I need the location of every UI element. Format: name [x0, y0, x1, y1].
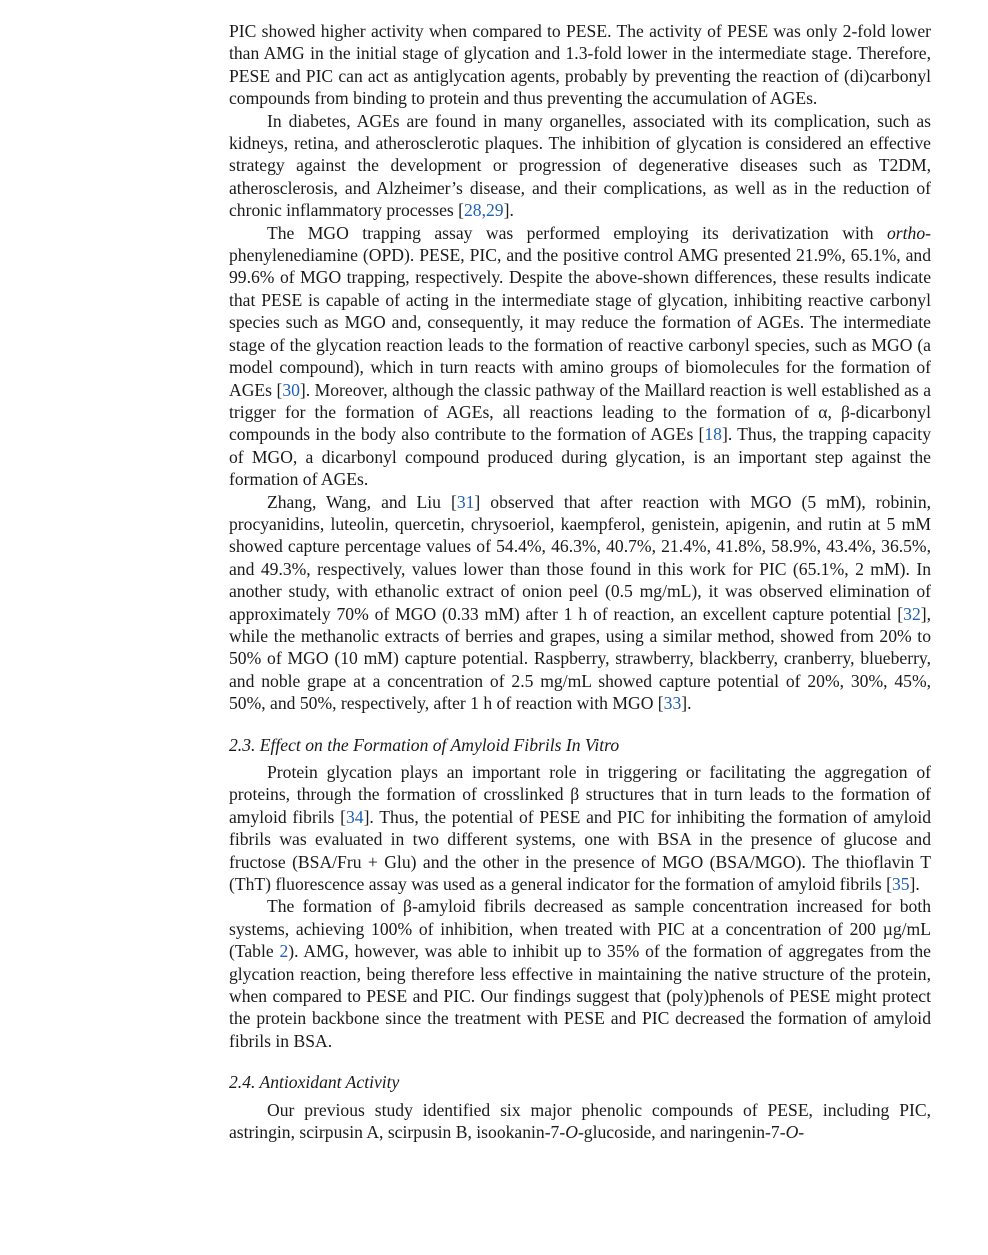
text-run: ]. Thus, the trapping capacity of MGO, a dicarbonyl compound produced during glycation, is an important step against the formation of AGEs.	[229, 424, 931, 490]
paragraph	[229, 895, 931, 1052]
text-run: ]. Moreover, although the classic pathway of the Maillard reaction is well established as a trigger for the formation of AGEs, all reactions leading to the formation of α, β-dicarbonyl compounds in the body also contribute to the formation of AGEs [	[229, 379, 932, 445]
citation-link[interactable]: 30	[282, 379, 300, 400]
text-run: -glucoside, and naringenin-7-	[577, 1122, 786, 1143]
text-run: -phenylenediamine (OPD). PESE, PIC, and the positive control AMG presented 21.9%, 65.1%, and 99.6% of MGO trapping, respectively. Despite the above-shown differences, these results indicate that PESE is capable of acting in the intermediate stage of glycation, inhibiting reactive carbonyl species such as MGO and, consequently, it may reduce the formation of AGEs. The intermediate stage of the glycation reaction leads to the formation of reactive carbonyl species, such as MGO (a model compound), which in turn reacts with amino groups of biomolecules for the formation of AGEs [	[229, 222, 931, 400]
text-run: -	[798, 1122, 805, 1143]
text-run: ], while the methanolic extracts of berries and grapes, using a similar method, showed from 20% to 50% of MGO (10 mM) capture potential. Raspberry, strawberry, blackberry, cranberry, blueberry, and noble grape at a concentration of 2.5 mg/mL showed capture potential of 20%, 30%, 45%, 50%, and 50%, respectively, after 1 h of reaction with MGO [	[229, 603, 931, 714]
text-run: The MGO trapping assay was performed employing its derivatization with	[267, 222, 887, 243]
citation-link[interactable]: 2	[279, 941, 289, 962]
paragraph	[229, 761, 931, 895]
citation-link[interactable]: 31	[456, 491, 475, 512]
text-run: ]. Thus, the potential of PESE and PIC for inhibiting the formation of amyloid fibrils was evaluated in two different systems, one with BSA in the presence of glucose and fructose (BSA/Fru + Glu) and the other in the presence of MGO (BSA/MGO). The thioflavin T (ThT) fluorescence assay was used as a general indicator for the formation of amyloid fibrils [	[229, 806, 932, 895]
paragraph	[229, 491, 931, 715]
section-heading: 2.3. Effect on the Formation of Amyloid Fibrils In Vitro	[229, 734, 620, 755]
section-heading: 2.4. Antioxidant Activity	[229, 1072, 400, 1093]
italic-text: O	[785, 1122, 799, 1143]
text-run: ].	[681, 693, 692, 714]
paragraph	[229, 222, 931, 491]
paragraph	[229, 1099, 931, 1144]
italic-text: O	[565, 1122, 578, 1143]
text-run: ].	[909, 874, 920, 895]
citation-link[interactable]: 35	[891, 874, 910, 895]
paragraph	[229, 110, 931, 222]
article-body	[229, 20, 931, 1144]
text-run: In diabetes, AGEs are found in many organelles, associated with its complication, such as kidneys, retina, and atherosclerotic plaques. The inhibition of glycation is considered an effective strategy against the development or progression of degenerative diseases such as T2DM, atherosclerosis, and Alzheimer’s disease, and their complications, as well as in the reduction of chronic inflammatory processes [	[229, 110, 931, 221]
paragraph	[229, 20, 931, 110]
citation-link[interactable]: 28,29	[464, 200, 504, 221]
text-run: The formation of β-amyloid fibrils decreased as sample concentration increased for both systems, achieving 100% of inhibition, when treated with PIC at a concentration of 200 µg/mL (Table	[229, 896, 931, 962]
citation-link[interactable]: 33	[663, 693, 682, 714]
italic-text: ortho	[887, 222, 926, 243]
text-run: Zhang, Wang, and Liu [	[267, 491, 457, 512]
text-run: ].	[503, 200, 514, 221]
text-run: PIC showed higher activity when compared to PESE. The activity of PESE was only 2-fold lower than AMG in the initial stage of glycation and 1.3-fold lower in the intermediate stage. Therefore, PESE and PIC can act as antiglycation agents, probably by preventing the reaction of (di)carbonyl compounds from binding to protein and thus preventing the accumulation of AGEs.	[229, 21, 931, 109]
citation-link[interactable]: 32	[903, 603, 921, 624]
text-run: ). AMG, however, was able to inhibit up to 35% of the formation of aggregates from the glycation reaction, being therefore less effective in maintaining the native structure of the protein, when compared to PESE and PIC. Our findings suggest that (poly)phenols of PESE might protect the protein backbone since the treatment with PESE and PIC decreased the formation of amyloid fibrils in BSA.	[229, 941, 931, 1051]
citation-link[interactable]: 34	[345, 806, 364, 827]
text-run: Protein glycation plays an important role in triggering or facilitating the aggregation of proteins, through the formation of crosslinked β structures that in turn leads to the formation of amyloid fibrils [	[229, 762, 931, 827]
text-run: Our previous study identified six major phenolic compounds of PESE, including PIC, astringin, scirpusin A, scirpusin B, isookanin-7-	[229, 1099, 931, 1143]
text-run: ] observed that after reaction with MGO (5 mM), robinin, procyanidins, luteolin, quercetin, chrysoeriol, kaempferol, genistein, apigenin, and rutin at 5 mM showed capture percentage values of 54.4%, 46.3%, 40.7%, 21.4%, 41.8%, 58.9%, 43.4%, 36.5%, and 49.3%, respectively, values lower than those found in this work for PIC (65.1%, 2 mM). In another study, with ethanolic extract of onion peel (0.5 mg/mL), it was observed elimination of approximately 70% of MGO (0.33 mM) after 1 h of reaction, an excellent capture potential [	[229, 491, 932, 624]
citation-link[interactable]: 18	[704, 424, 722, 445]
